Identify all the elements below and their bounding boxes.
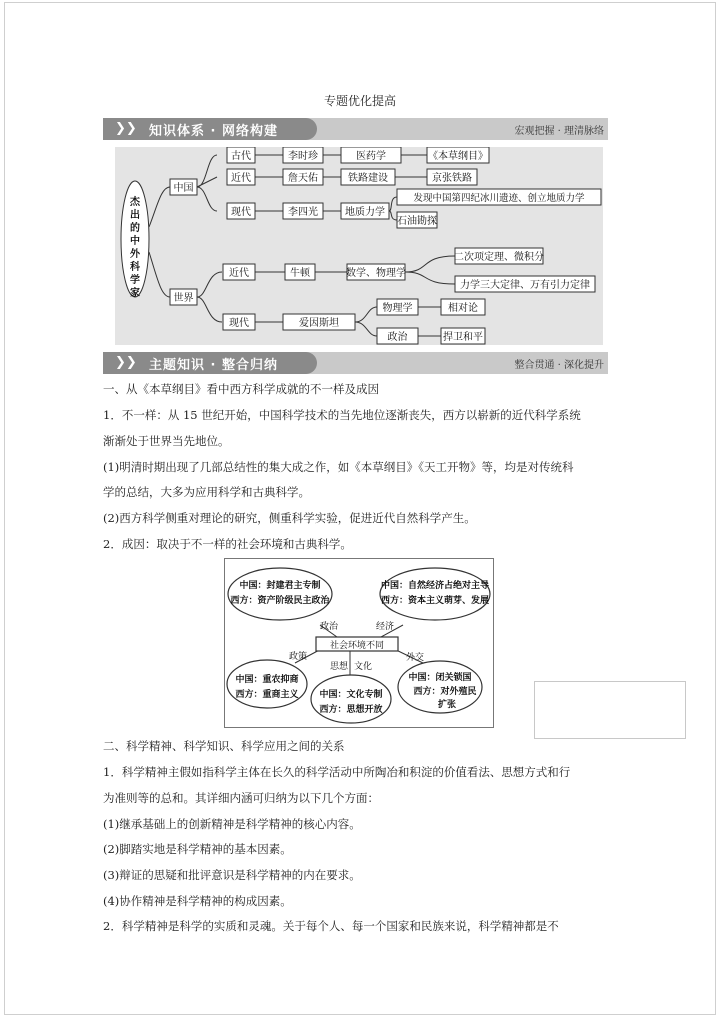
center-node: 社会环境不同 [329,641,385,651]
label-culture: 文化 [353,662,373,672]
node-mechanics: 力学三大定律、万有引力定律 [460,280,590,291]
label-diplomacy: 外交 [405,653,425,663]
label-thought: 思想 [329,662,349,672]
page-title: 专题优化提高 [323,94,396,108]
label-policy: 政策 [288,652,308,662]
root-char-2: 出 [130,210,140,221]
node-binomial: 二次项定理、微积分 [454,252,544,263]
node-medicine: 医药学 [356,151,386,162]
root-char-8: 家 [130,288,140,299]
root-char-7: 学 [130,275,140,286]
node-relativity: 相对论 [448,303,478,314]
banner-right-label: 宏观把握 · 理清脉络 [514,126,604,137]
root-char-6: 科 [130,262,140,273]
node-era-modern-cn: 近代 [231,173,251,184]
node-glacier: 发现中国第四纪冰川遗迹、创立地质力学 [413,193,585,204]
root-char-3: 的 [130,223,140,234]
diplomacy-west-line2: 扩张 [437,700,457,710]
node-math-physics: 数学、物理学 [346,268,406,279]
section2-item4: (4)协作精神是科学精神的构成因素。 [103,894,292,908]
section2-para1-line2: 为准则等的总和。其详细内涵可归纳为以下几个方面： [103,791,379,805]
cause-diagram-svg [225,559,493,727]
topic-knowledge-banner [103,352,608,374]
social-environment-diagram [224,558,494,728]
section2-para1-line1: 1．科学精神主假如指科学主体在长久的科学活动中所陶冶和积淀的价值看法、思想方式和行 [103,765,571,779]
chevron-right-icon: ❯❯ [115,121,137,136]
empty-box [534,681,686,739]
policy-west: 西方：重商主义 [235,690,299,700]
knowledge-system-banner [103,118,608,140]
politics-china: 中国：封建君主专制 [239,581,321,591]
banner-label: 主题知识 · 整合归纳 [149,358,278,373]
node-china: 中国 [173,183,194,194]
section2-heading: 二、科学精神、科学知识、科学应用之间的关系 [103,739,345,753]
culture-china: 中国：文化专制 [319,690,383,700]
knowledge-mind-map [115,147,603,345]
section1-para2-line1: (1)明清时期出现了几部总结性的集大成之作，如《本草纲目》《天工开物》等，均是对传统科 [103,460,574,474]
culture-west: 西方：思想开放 [319,705,383,715]
politics-west: 西方：资产阶级民主政治 [230,596,330,606]
section2-item1: (1)继承基础上的创新精神是科学精神的核心内容。 [103,817,361,831]
root-char-5: 外 [130,249,140,260]
root-char-4: 中 [130,236,140,247]
node-einstein: 爱因斯坦 [299,318,339,329]
section2-para2: 2．科学精神是科学的实质和灵魂。关于每个人、每一个国家和民族来说，科学精神都是不 [103,919,559,933]
section2-item2: (2)脚踏实地是科学精神的基本因素。 [103,842,292,856]
node-politics: 政治 [387,332,408,343]
chevron-right-icon: ❯❯ [115,355,137,370]
diplomacy-west-line1: 西方：对外殖民 [413,687,477,697]
root-char-1: 杰 [130,197,140,208]
section2-item3: (3)辩证的思疑和批评意识是科学精神的内在要求。 [103,868,361,882]
diplomacy-china: 中国：闭关锁国 [408,673,472,683]
section1-para1-line1: 1．不一样：从 15 世纪开始，中国科学技术的当先地位逐渐丧失，西方以崭新的近代科学系统 [103,408,581,422]
node-oil: 石油勘探 [397,216,437,227]
node-era-contemporary-cn: 现代 [231,207,251,218]
node-jingzhang: 京张铁路 [432,173,472,184]
node-era-contemporary-world: 现代 [229,318,249,329]
node-physics: 物理学 [382,303,413,314]
economy-china: 中国：自然经济占绝对主导 [380,581,490,591]
section1-para2-line2: 学的总结，大多为应用科学和古典科学。 [103,485,310,499]
banner-right-label: 整合贯通 · 深化提升 [514,360,604,371]
node-newton: 牛顿 [290,268,310,279]
section1-para4: 2．成因：取决于不一样的社会环境和古典科学。 [103,537,352,551]
section1-para3: (2)西方科学侧重对理论的研究，侧重科学实验，促进近代自然科学产生。 [103,511,476,525]
node-zhan-tianyou: 詹天佑 [288,173,318,184]
node-li-siguang: 李四光 [288,207,318,218]
node-railway: 铁路建设 [348,173,388,184]
node-geomechanics: 地质力学 [345,207,385,218]
label-politics: 政治 [319,622,339,632]
node-peace: 捍卫和平 [443,332,483,343]
policy-china: 中国：重农抑商 [235,675,299,685]
banner-label: 知识体系 · 网络构建 [149,124,278,139]
node-li-shizhen: 李时珍 [288,151,318,162]
node-bencao: 《本草纲目》 [428,151,488,162]
mind-map-svg [115,147,603,345]
node-era-modern-world: 近代 [229,268,249,279]
node-world: 世界 [173,293,194,304]
label-economy: 经济 [375,622,395,632]
economy-west: 西方：资本主义萌芽、发展 [380,596,490,606]
section1-para1-line2: 渐渐处于世界当先地位。 [103,434,230,448]
section1-heading: 一、从《本草纲目》看中西方科学成就的不一样及成因 [103,382,379,396]
node-era-ancient: 古代 [231,151,251,162]
